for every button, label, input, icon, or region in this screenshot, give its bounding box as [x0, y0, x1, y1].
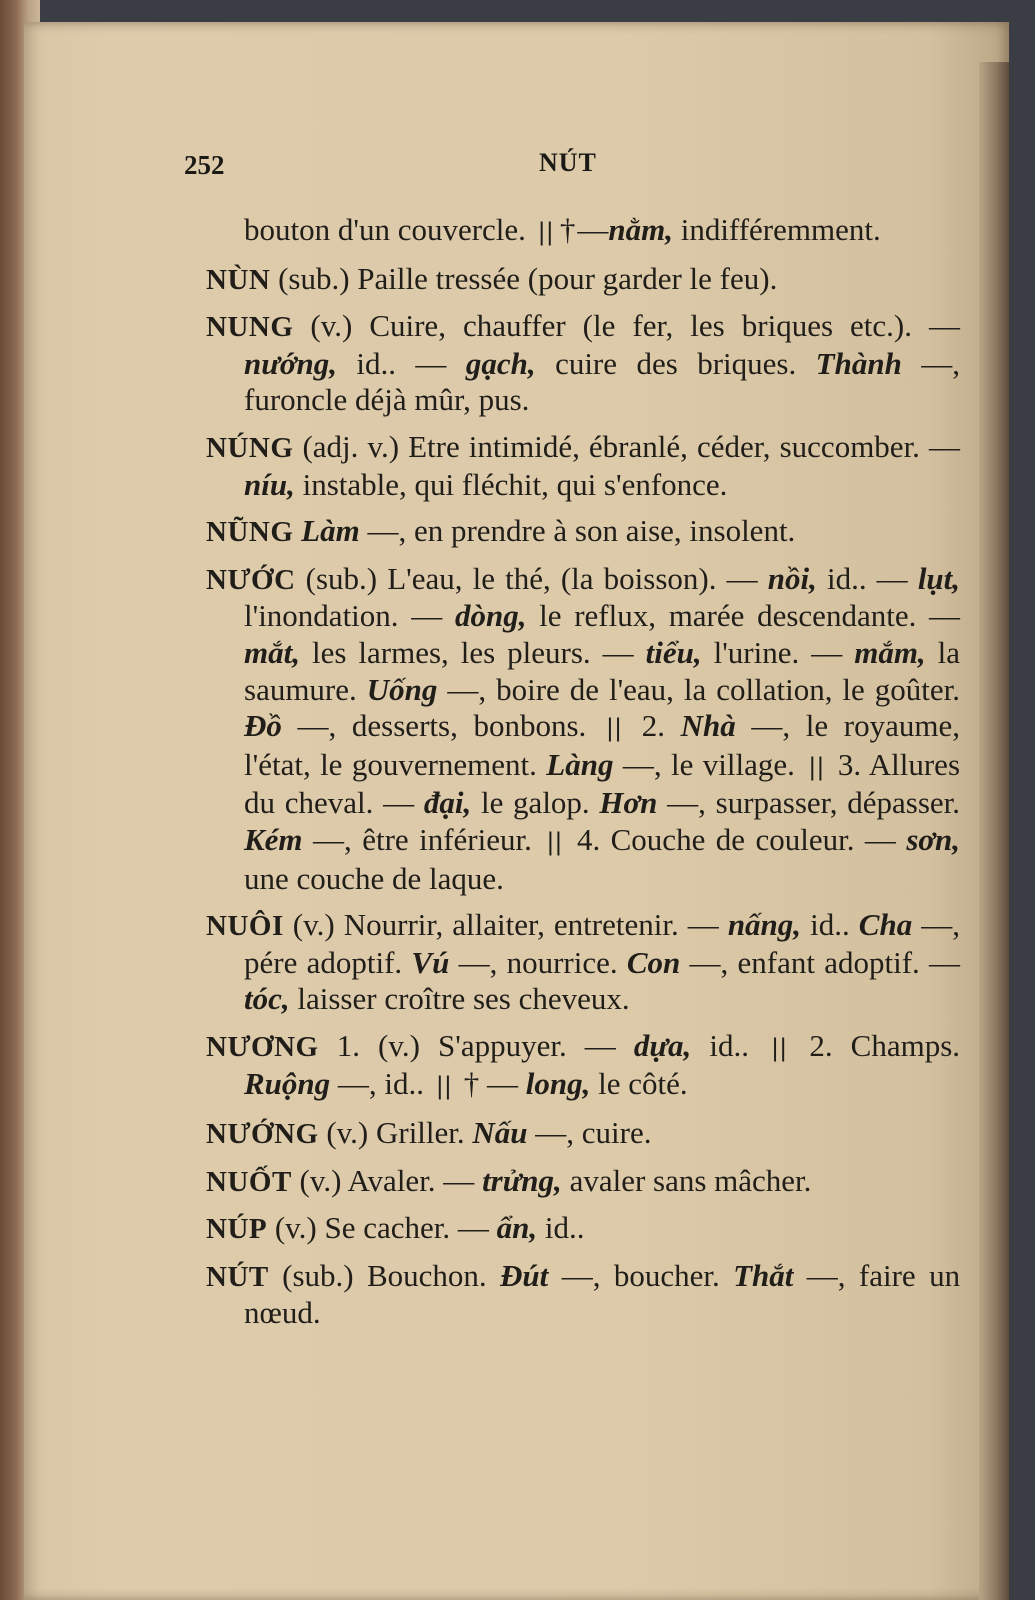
vietnamese-term: Cha	[858, 907, 913, 943]
definition-text: (sub.) Paille tressée (pour garder le feu).	[278, 260, 778, 296]
entry-headword: NUNG	[206, 311, 294, 344]
definition-text: —, surpasser, dépasser.	[667, 785, 961, 821]
definition-text: —, en prendre à son aise, insolent.	[367, 513, 796, 549]
dictionary-entry	[206, 429, 960, 503]
vietnamese-term: lụt,	[917, 560, 961, 596]
definition-text: (adj. v.) Etre intimidé, ébranlé, céder, succomber. —	[302, 428, 960, 464]
definition-text: —, boire de l'eau, la collation, le goûter.	[447, 671, 960, 707]
dictionary-entry	[206, 308, 960, 419]
definition-text: l'urine. —	[713, 634, 843, 670]
section-separator: ||	[546, 827, 563, 856]
definition-text: instable, qui fléchit, qui s'enfonce.	[302, 466, 728, 502]
definition-text: id..	[544, 1210, 585, 1246]
definition-text: cuire des briques.	[555, 345, 797, 381]
definition-text: une couche de laque.	[244, 860, 504, 896]
definition-text: le galop.	[480, 785, 590, 821]
dagger-mark: †	[559, 212, 576, 247]
dictionary-entry	[206, 561, 960, 897]
vietnamese-term: Uống	[366, 671, 438, 707]
definition-text: —, furoncle déjà mûr, pus.	[244, 345, 961, 418]
definition-text: (v.) Nourrir, allaiter, entretenir. —	[292, 907, 719, 943]
definition-text: —, faire un nœud.	[244, 1257, 961, 1331]
dictionary-entry	[206, 513, 960, 551]
definition-text: 4. Couche de couleur. —	[576, 821, 896, 857]
definition-text: —, cuire.	[535, 1115, 652, 1151]
vietnamese-term: dựa,	[633, 1027, 692, 1063]
vietnamese-term: Đồ	[244, 708, 282, 744]
page-number: 252	[184, 150, 225, 180]
definition-text: le reflux, marée descendante. —	[539, 598, 961, 634]
entry-headword: NÚP	[206, 1213, 268, 1246]
definition-text: le côté.	[598, 1066, 688, 1102]
running-head	[184, 150, 624, 190]
vietnamese-term: Thắt	[733, 1257, 794, 1293]
vietnamese-term: Thành	[815, 345, 902, 381]
definition-text: indifféremment.	[680, 212, 881, 247]
definition-text: 1. (v.) S'appuyer. —	[336, 1027, 616, 1063]
definition-text: (v.) Se cacher. —	[274, 1210, 489, 1246]
vietnamese-term: Hơn	[599, 785, 658, 821]
section-separator: ||	[808, 752, 825, 781]
section-separator: ||	[435, 1072, 452, 1101]
vietnamese-term: nồi,	[767, 560, 817, 596]
definition-text: —, desserts, bonbons.	[297, 708, 587, 744]
definition-text: —, nourrice.	[458, 944, 618, 980]
vietnamese-term: Ruộng	[244, 1066, 331, 1102]
vietnamese-term: Con	[626, 944, 681, 980]
entry-headword: NƯỚNG	[206, 1118, 319, 1151]
section-separator: ||	[771, 1033, 788, 1062]
definition-text: 3. Allures du cheval. —	[244, 746, 961, 821]
running-head-word: NÚT	[539, 148, 597, 177]
entry-headword: NUÔI	[206, 910, 284, 943]
entry-headword: NƯỚC	[206, 563, 296, 596]
definition-text: —, boucher.	[561, 1257, 720, 1293]
entry-headword: NƯƠNG	[206, 1030, 319, 1063]
definition-text: —, le royaume, l'état, le gouvernement.	[244, 708, 961, 782]
definition-text: 2.	[641, 708, 665, 744]
vietnamese-term: Nhà	[680, 708, 736, 744]
vietnamese-term: nướng,	[244, 345, 337, 381]
vietnamese-term: mắt,	[244, 634, 300, 670]
continued-entry	[206, 212, 960, 251]
vietnamese-term: mắm,	[854, 634, 926, 670]
dictionary-entry	[206, 1163, 960, 1201]
definition-text: † —	[463, 1066, 518, 1102]
definition-text: id..	[810, 907, 850, 943]
definition-text: —, id..	[337, 1066, 425, 1102]
dictionary-text	[206, 212, 960, 1342]
entry-headword: NUỐT	[206, 1165, 292, 1198]
definition-text: id.. —	[356, 345, 447, 381]
dictionary-entry	[206, 907, 960, 1018]
definition-text: la saumure.	[244, 634, 961, 707]
vietnamese-term: Làng	[546, 746, 614, 782]
definition-text: (sub.) L'eau, le thé, (la boisson). —	[305, 560, 758, 596]
definition-text: —, enfant adoptif. —	[689, 944, 961, 980]
dictionary-entry	[206, 261, 960, 299]
definition-text: id..	[709, 1027, 749, 1063]
vietnamese-term: Làm	[301, 513, 360, 549]
definition-text: les larmes, les pleurs. —	[311, 634, 634, 670]
vietnamese-term: níu,	[244, 466, 295, 502]
entry-headword: NÚT	[206, 1260, 269, 1293]
definition-text: 2. Champs.	[809, 1027, 961, 1063]
vietnamese-term: Đút	[500, 1257, 549, 1293]
entry-headword: NÚNG	[206, 431, 294, 464]
vietnamese-term: Kém	[244, 821, 303, 857]
dictionary-entry	[206, 1115, 960, 1153]
vietnamese-term: đại,	[423, 785, 472, 821]
definition-text: bouton d'un couvercle.	[244, 212, 526, 247]
definition-text: —, être inférieur.	[313, 821, 532, 857]
entry-headword: NÙN	[206, 263, 271, 296]
definition-text: (sub.) Bouchon.	[282, 1257, 487, 1293]
vietnamese-term: sơn,	[906, 821, 961, 857]
definition-text: (v.) Cuire, chauffer (le fer, les briques etc.). —	[310, 308, 961, 344]
entry-headword: NŨNG	[206, 516, 294, 549]
dash: —	[577, 212, 609, 247]
book-spine-shadow	[979, 62, 1009, 1600]
definition-text: —, pére adoptif.	[244, 907, 961, 980]
vietnamese-term: nằm,	[608, 212, 673, 247]
vietnamese-term: Nấu	[472, 1115, 528, 1151]
vietnamese-term: tiểu,	[645, 634, 702, 670]
vietnamese-term: gạch,	[465, 345, 536, 381]
vietnamese-term: long,	[525, 1066, 591, 1102]
dictionary-entry	[206, 1258, 960, 1332]
vietnamese-term: Vú	[411, 944, 450, 980]
definition-text: (v.) Griller.	[326, 1115, 465, 1151]
vietnamese-term: tóc,	[244, 981, 290, 1017]
definition-text: —, le village.	[622, 746, 795, 782]
vietnamese-term: nấng,	[727, 907, 802, 943]
dictionary-entry	[206, 1210, 960, 1248]
definition-text: id.. —	[826, 560, 908, 596]
definition-text: laisser croître ses cheveux.	[297, 981, 630, 1017]
section-separator: ||	[537, 218, 554, 246]
vietnamese-term: ẩn,	[496, 1210, 538, 1246]
section-separator: ||	[605, 714, 623, 743]
definition-text: (v.) Avaler. —	[299, 1162, 475, 1198]
dictionary-entry	[206, 1028, 960, 1105]
definition-text: l'inondation. —	[244, 598, 443, 634]
vietnamese-term: trửng,	[482, 1162, 562, 1198]
definition-text: avaler sans mâcher.	[569, 1162, 812, 1198]
vietnamese-term: dòng,	[454, 598, 527, 634]
